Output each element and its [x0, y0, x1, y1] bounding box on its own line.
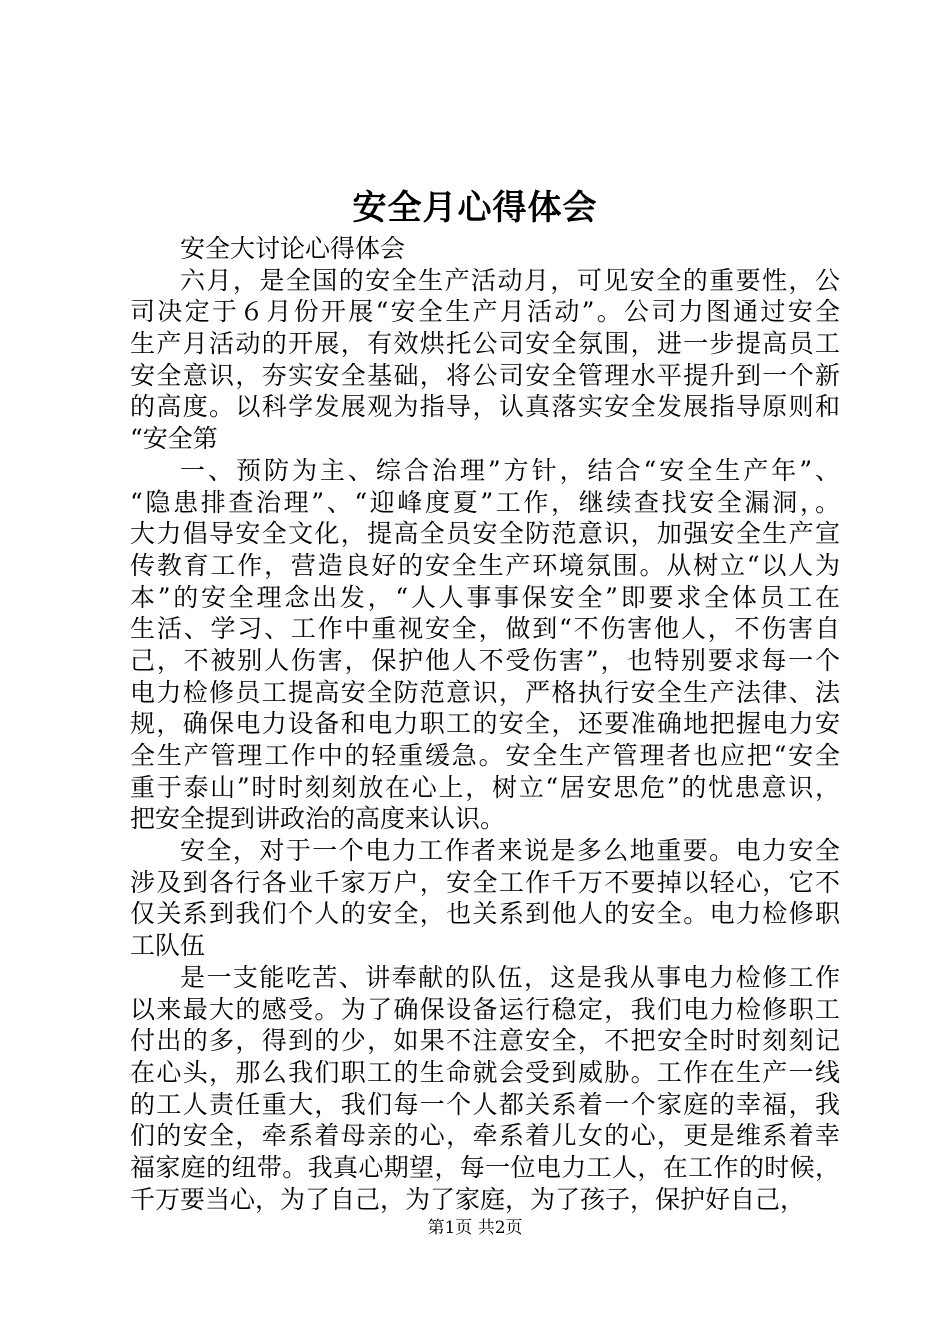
text-line: 司决定于６月份开展“安全生产月活动”。公司力图通过安全: [130, 297, 840, 327]
text-line: 涉及到各行各业千家万户，安全工作千万不要掉以轻心，它不: [130, 867, 840, 897]
page-title: 安全月心得体会: [352, 188, 598, 228]
document-body: [130, 233, 840, 1215]
text-line: 的工人责任重大，我们每一个人都关系着一个家庭的幸福，我: [130, 1089, 840, 1119]
text-line: 一、预防为主、综合治理”方针，结合“安全生产年”、: [180, 455, 840, 485]
text-line: 福家庭的纽带。我真心期望，每一位电力工人，在工作的时候，: [130, 1152, 840, 1182]
text-line: 电力检修员工提高安全防范意识，严格执行安全生产法律、法: [130, 677, 840, 707]
text-line: “隐患排查治理”、“迎峰度夏”工作，继续查找安全漏洞，。: [130, 487, 840, 517]
text-line: 以来最大的感受。为了确保设备运行稳定，我们电力检修职工: [130, 994, 840, 1024]
text-line: 把安全提到讲政治的高度来认识。: [130, 804, 506, 834]
text-line: 付出的多，得到的少，如果不注意安全，不把安全时时刻刻记: [130, 1026, 840, 1056]
text-line: 是一支能吃苦、讲奉献的队伍，这是我从事电力检修工作: [180, 962, 840, 992]
text-line: 安全意识，夯实安全基础，将公司安全管理水平提升到一个新: [130, 360, 840, 390]
text-line: 大力倡导安全文化，提高全员安全防范意识，加强安全生产宣: [130, 519, 840, 549]
text-line: 重于泰山”时时刻刻放在心上，树立“居安思危”的忧患意识，: [130, 772, 840, 802]
text-line: 仅关系到我们个人的安全，也关系到他人的安全。电力检修职: [130, 899, 840, 929]
text-line: 安全大讨论心得体会: [180, 234, 406, 263]
text-line: 安全，对于一个电力工作者来说是多么地重要。电力安全: [180, 836, 840, 866]
text-line: 六月，是全国的安全生产活动月，可见安全的重要性，公: [180, 265, 840, 295]
text-line: 的高度。以科学发展观为指导，认真落实安全发展指导原则和: [130, 392, 840, 422]
text-line: 生产月活动的开展，有效烘托公司安全氛围，进一步提高员工: [130, 329, 840, 359]
text-line: 己，不被别人伤害，保护他人不受伤害”，也特别要求每一个: [130, 645, 840, 675]
text-line: 们的安全，牵系着母亲的心，牵系着儿女的心，更是维系着幸: [130, 1121, 840, 1151]
text-line: 规，确保电力设备和电力职工的安全，还要准确地把握电力安: [130, 709, 840, 739]
text-line: 千万要当心，为了自己，为了家庭，为了孩子，保护好自己，: [130, 1184, 806, 1214]
text-line: 工队伍: [130, 931, 206, 961]
text-line: 生活、学习、工作中重视安全，做到“不伤害他人，不伤害自: [130, 614, 840, 644]
text-line: 传教育工作，营造良好的安全生产环境氛围。从树立“以人为: [130, 550, 840, 580]
text-line: 全生产管理工作中的轻重缓急。安全生产管理者也应把“安全: [130, 741, 840, 770]
page-footer: 第1页 共2页: [427, 1218, 523, 1238]
text-line: 在心头，那么我们职工的生命就会受到威胁。工作在生产一线: [130, 1057, 840, 1087]
text-line: 本”的安全理念出发，“人人事事保安全”即要求全体员工在: [130, 582, 840, 612]
text-line: “安全第: [130, 424, 218, 454]
